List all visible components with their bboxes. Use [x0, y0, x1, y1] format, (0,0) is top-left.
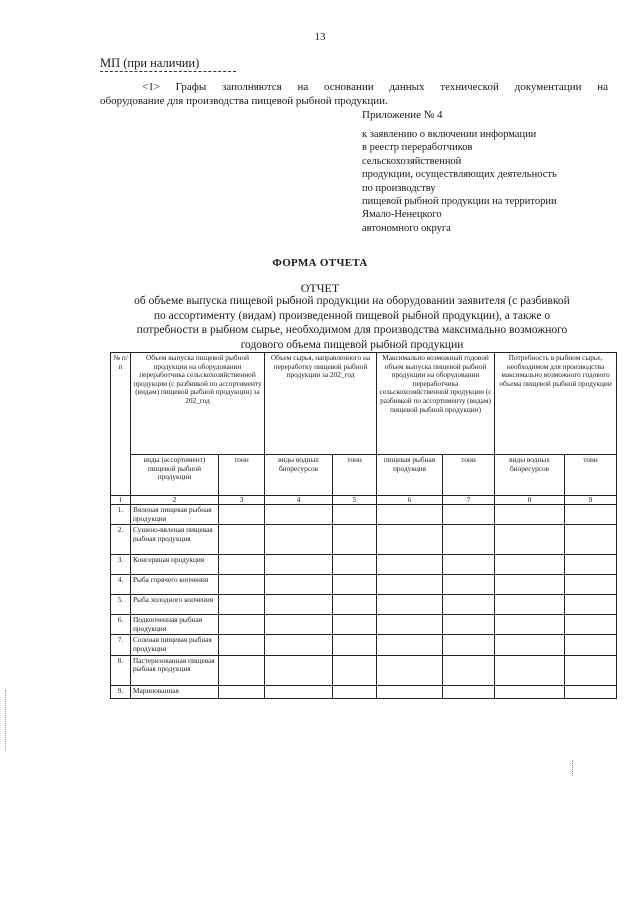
address-line: к заявлению о включении информации — [362, 129, 537, 140]
row-number: 1. — [111, 505, 131, 525]
table-cell — [377, 685, 443, 698]
row-number: 7. — [111, 635, 131, 655]
address-line: сельскохозяйственной — [362, 155, 462, 167]
header-raw-need: Потребность в рыбном сырье, необходимом для производства максимально возможного годового объема пищевой рыбной продукции — [495, 353, 617, 455]
table-cell — [565, 575, 617, 595]
table-cell — [333, 595, 377, 615]
subtitle-line: по ассортименту (видам) произведенной пищевой рыбной продукции), а также о — [153, 309, 551, 322]
scan-artifact — [5, 690, 7, 750]
subheader-cell: тонн — [333, 455, 377, 496]
row-product-name: Вяленая пищевая рыбная продукция — [131, 505, 219, 525]
table-cell — [565, 635, 617, 655]
header-raw-volume: Объем сырья, направленного на переработку пищевой рыбной продукции за 202_год — [265, 353, 377, 455]
table-cell — [219, 575, 265, 595]
table-cell — [265, 575, 333, 595]
header-max-volume: Максимально возможный годовой объем выпуска пищевой рыбной продукции на оборудовании переработчика сельскохозяйственной продукции (с разбивкой по ассортименту (видам) пищевой рыбной продукции) — [377, 353, 495, 455]
column-number: 5 — [333, 496, 377, 505]
appendix-label: Приложение № 4 — [362, 109, 443, 121]
address-line: по производству — [362, 182, 436, 194]
table-cell — [443, 685, 495, 698]
table-cell — [333, 685, 377, 698]
footnote-line-2: оборудование для производства пищевой рыбной продукции. — [100, 95, 388, 107]
table-cell — [219, 615, 265, 635]
address-line: продукции, осуществляющих деятельность — [362, 169, 557, 181]
table-cell — [565, 615, 617, 635]
subheader-cell: тонн — [443, 455, 495, 496]
table-cell — [377, 595, 443, 615]
table-cell — [565, 525, 617, 555]
table-cell — [265, 615, 333, 635]
row-number: 6. — [111, 615, 131, 635]
address-line: автономного округа — [362, 222, 451, 234]
column-number: 7 — [443, 496, 495, 505]
table-cell — [443, 505, 495, 525]
subheader-cell: пищевая рыбная продукция — [377, 455, 443, 496]
table-cell — [377, 575, 443, 595]
table-row — [111, 635, 617, 655]
address-line: в реестр переработчиков — [362, 142, 473, 154]
table-cell — [333, 525, 377, 555]
row-product-name: Рыба холодного копчения — [131, 595, 219, 615]
row-number: 8. — [111, 655, 131, 685]
table-cell — [265, 555, 333, 575]
column-number: 6 — [377, 496, 443, 505]
table-cell — [495, 525, 565, 555]
table-cell — [565, 655, 617, 685]
column-number: 3 — [219, 496, 265, 505]
table-cell — [377, 505, 443, 525]
table-cell — [495, 635, 565, 655]
column-number: 1 — [111, 496, 131, 505]
stamp-note: МП (при наличии) — [100, 56, 200, 70]
row-number: 4. — [111, 575, 131, 595]
table-cell — [495, 655, 565, 685]
table-row — [111, 525, 617, 555]
table-cell — [265, 685, 333, 698]
report-subtitle — [88, 294, 616, 352]
table-cell — [333, 555, 377, 575]
table-row — [111, 615, 617, 635]
row-product-name: Рыба горячего копчения — [131, 575, 219, 595]
table-cell — [219, 685, 265, 698]
row-product-name: Подкопченная рыбная продукция — [131, 615, 219, 635]
row-product-name: Соленая пищевая рыбная продукция — [131, 635, 219, 655]
page-number: 13 — [314, 31, 326, 43]
column-number: 9 — [565, 496, 617, 505]
scan-artifact — [572, 760, 574, 776]
row-product-name: Консервная продукция — [131, 555, 219, 575]
table-row — [111, 655, 617, 685]
table-cell — [443, 575, 495, 595]
report-table — [110, 352, 617, 699]
table-cell — [333, 655, 377, 685]
report-title: ОТЧЕТ — [300, 281, 340, 295]
table-row — [111, 685, 617, 698]
table-cell — [333, 575, 377, 595]
subtitle-line: об объеме выпуска пищевой рыбной продукции на оборудовании заявителя (с разбивкой — [134, 295, 570, 307]
address-line: пищевой рыбной продукции на территории — [362, 196, 557, 208]
table-cell — [495, 595, 565, 615]
table-cell — [565, 685, 617, 698]
row-product-name: Маринованная — [131, 685, 219, 698]
table-cell — [377, 635, 443, 655]
table-cell — [443, 525, 495, 555]
table-cell — [565, 505, 617, 525]
table-cell — [495, 615, 565, 635]
table-cell — [219, 655, 265, 685]
table-row — [111, 505, 617, 525]
table-row — [111, 575, 617, 595]
table-cell — [495, 575, 565, 595]
row-number: 3. — [111, 555, 131, 575]
table-cell — [377, 555, 443, 575]
address-line: Ямало-Ненецкого — [362, 209, 442, 221]
table-cell — [265, 525, 333, 555]
table-cell — [565, 555, 617, 575]
table-cell — [377, 615, 443, 635]
table-cell — [443, 615, 495, 635]
row-product-name: Сушено-вяленая пищевая рыбная продукция — [131, 525, 219, 555]
table-cell — [333, 635, 377, 655]
table-cell — [219, 635, 265, 655]
footnote — [100, 80, 608, 108]
subheader-cell: виды водных биоресурсов — [495, 455, 565, 496]
table-cell — [565, 595, 617, 615]
subheader-cell: тонн — [219, 455, 265, 496]
subheader-cell: тонн — [565, 455, 617, 496]
table-cell — [495, 555, 565, 575]
table-cell — [377, 525, 443, 555]
table-cell — [265, 505, 333, 525]
footnote-divider — [100, 71, 236, 72]
column-number: 2 — [131, 496, 219, 505]
header-number: № п/п — [111, 353, 131, 496]
subtitle-line: годового объема пищевой рыбной продукции — [240, 338, 464, 351]
subheader-cell: виды (ассортимент) пищевой рыбной продукции — [131, 455, 219, 496]
table-cell — [265, 635, 333, 655]
row-number: 2. — [111, 525, 131, 555]
subtitle-line: потребности в рыбном сырье, необходимом для производства максимально возможного — [136, 324, 568, 336]
table-cell — [219, 505, 265, 525]
table-cell — [333, 615, 377, 635]
table-cell — [443, 595, 495, 615]
appendix-address — [362, 128, 612, 235]
table-cell — [443, 635, 495, 655]
row-number: 5. — [111, 595, 131, 615]
column-number: 4 — [265, 496, 333, 505]
subheader-cell: виды водных биоресурсов — [265, 455, 333, 496]
table-cell — [333, 505, 377, 525]
row-product-name: Пастеризованная пищевая рыбная продукция — [131, 655, 219, 685]
table-cell — [265, 655, 333, 685]
table-cell — [219, 555, 265, 575]
table-cell — [495, 685, 565, 698]
table-cell — [219, 595, 265, 615]
table-row — [111, 555, 617, 575]
column-number: 8 — [495, 496, 565, 505]
footnote-line-1: <1> Графы заполняются на основании данных технической документации на — [142, 81, 608, 93]
table-row — [111, 595, 617, 615]
row-number: 9. — [111, 685, 131, 698]
table-cell — [443, 655, 495, 685]
table-cell — [377, 655, 443, 685]
form-title: ФОРМА ОТЧЕТА — [272, 257, 368, 269]
header-output-volume: Объем выпуска пищевой рыбной продукции на оборудовании переработчика сельскохозяйственной продукции (с разбивкой по ассортименту (видам) пищевой рыбной продукции) за 202_год — [131, 353, 265, 455]
table-cell — [219, 525, 265, 555]
table-cell — [265, 595, 333, 615]
table-cell — [495, 505, 565, 525]
table-cell — [443, 555, 495, 575]
